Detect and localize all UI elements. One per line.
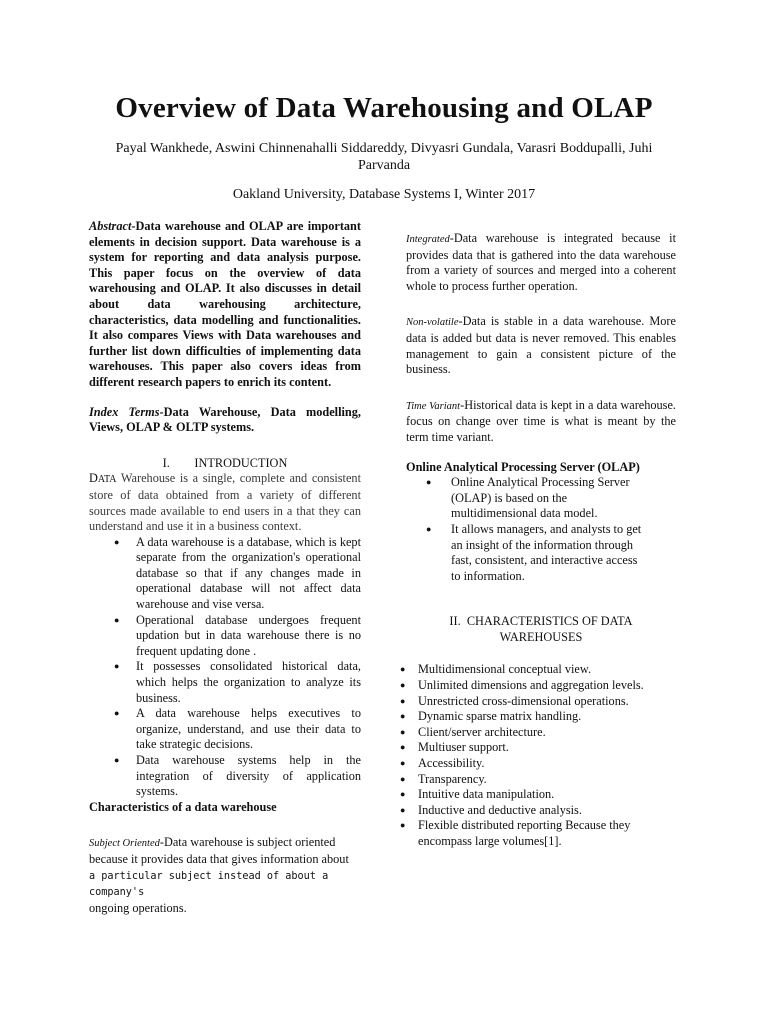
bullet-icon: ● <box>400 820 406 831</box>
time-variant-paragraph <box>406 398 676 446</box>
characteristics-bullet-list <box>400 662 676 849</box>
subject-oriented-mono-text: a particular subject instead of about a company's <box>89 870 329 899</box>
list-item <box>400 787 676 803</box>
list-item-text: Online Analytical Processing Server (OLAP) is based on the multidimensional data model. <box>451 475 630 521</box>
left-column <box>89 219 361 916</box>
list-item <box>89 706 361 753</box>
abstract-text: -Data warehouse and OLAP are important elements in decision support. Data warehouse is a system for reporting and data analysis purpose. This paper focus on the overview of data warehousing and OLAP. It also discusses in detail about data warehousing architecture, characteristics, data modelling and functionalities. It also compares Views with Data warehouses and further list down difficulties of implementing data warehouses. This paper also covers ideas from different research papers to enrich its content. <box>89 219 361 389</box>
subject-oriented-end: ongoing operations. <box>89 900 187 915</box>
author-list: Payal Wankhede, Aswini Chinnenahalli Siddareddy, Divyasri Gundala, Varasri Boddupalli, Juhi Parvanda <box>115 141 653 173</box>
list-item-text: Intuitive data manipulation. <box>418 787 555 802</box>
section-2-heading-line-2: WAREHOUSES <box>499 629 583 644</box>
olap-heading: Online Analytical Processing Server (OLAP) <box>406 459 640 474</box>
list-item-text: Data warehouse systems help in the integration of diversity of application systems. <box>136 753 361 799</box>
bullet-icon: ● <box>400 695 406 706</box>
list-item-text: Inductive and deductive analysis. <box>418 802 582 817</box>
non-volatile-label: Non-volatile <box>406 317 459 329</box>
bullet-icon: ● <box>114 536 120 547</box>
small-caps-word: ATA <box>97 474 117 486</box>
bullet-icon: ● <box>400 758 406 769</box>
bullet-icon: ● <box>400 789 406 800</box>
list-item <box>400 662 676 678</box>
index-terms-paragraph <box>89 405 361 436</box>
bullet-icon: ● <box>400 742 406 753</box>
list-item <box>400 725 676 741</box>
list-item <box>406 522 676 584</box>
list-item-text: Transparency. <box>418 771 487 786</box>
bullet-icon: ● <box>114 614 120 625</box>
characteristics-subheading: Characteristics of a data warehouse <box>89 799 277 814</box>
introduction-heading: I. INTRODUCTION <box>162 455 288 470</box>
list-item-text: It possesses consolidated historical data, which helps the organization to analyze its business. <box>136 659 361 705</box>
list-item-text: Dynamic sparse matrix handling. <box>418 709 582 724</box>
list-item <box>89 659 361 706</box>
list-item <box>400 772 676 788</box>
bullet-icon: ● <box>400 726 406 737</box>
bullet-icon: ● <box>114 661 120 672</box>
paper-title: Overview of Data Warehousing and OLAP <box>115 92 653 124</box>
olap-bullet-list <box>406 475 676 584</box>
bullet-icon: ● <box>426 523 432 534</box>
bullet-icon: ● <box>400 711 406 722</box>
bullet-icon: ● <box>426 477 432 488</box>
list-item <box>89 535 361 613</box>
introduction-paragraph <box>89 471 361 534</box>
list-item <box>400 756 676 772</box>
subject-oriented-text: -Data warehouse is subject oriented because it provides data that gives information about <box>89 835 349 866</box>
list-item <box>400 694 676 710</box>
subject-oriented-label: Subject Oriented <box>89 838 160 850</box>
list-item <box>406 475 676 522</box>
list-item <box>400 678 676 694</box>
list-item <box>89 613 361 660</box>
introduction-text: Warehouse is a single, complete and consistent store of data obtained from a variety of different sources made available to end users in a that they can understand and use it in a business context. <box>89 471 361 534</box>
list-item-text: Multidimensional conceptual view. <box>418 662 592 677</box>
abstract-label: Abstract <box>89 219 132 233</box>
list-item <box>400 803 676 819</box>
list-item-text: Unlimited dimensions and aggregation levels. <box>418 678 644 693</box>
bullet-icon: ● <box>400 773 406 784</box>
integrated-paragraph <box>406 231 676 294</box>
integrated-label: Integrated <box>406 234 450 245</box>
bullet-icon: ● <box>400 804 406 815</box>
affiliation: Oakland University, Database Systems I, Winter 2017 <box>232 187 536 202</box>
section-2-heading <box>406 614 676 645</box>
list-item <box>89 753 361 800</box>
bullet-icon: ● <box>400 664 406 675</box>
bullet-icon: ● <box>114 708 120 719</box>
list-item-text: Multiuser support. <box>418 740 509 755</box>
bullet-icon: ● <box>400 680 406 691</box>
list-item-text: It allows managers, and analysts to get an insight of the information through fast, consistent, and interactive access to information. <box>451 521 642 583</box>
list-item <box>400 740 676 756</box>
list-item-text: Flexible distributed reporting Because they encompass large volumes[1]. <box>418 818 631 848</box>
bullet-icon: ● <box>114 755 120 765</box>
subject-oriented-paragraph <box>89 835 361 916</box>
introduction-bullet-list <box>89 535 361 800</box>
index-terms-text: -Data Warehouse, Data modelling, Views, OLAP & OLTP systems. <box>89 404 361 435</box>
non-volatile-text: -Data is stable in a data warehouse. More data is added but data is never removed. This enables management to gain a consistent picture of the business. <box>406 314 676 377</box>
list-item-text: A data warehouse is a database, which is kept separate from the organization's operational database so that if any changes made in operational database will not affect data warehouse and vise versa. <box>136 534 361 612</box>
right-column <box>400 219 677 850</box>
time-variant-text: -Historical data is kept in a data warehouse. focus on change over time is what is meant by the term time variant. <box>406 397 677 444</box>
list-item-text: Unrestricted cross-dimensional operations. <box>418 693 629 708</box>
time-variant-label: Time Variant <box>406 400 461 412</box>
list-item-text: Accessibility. <box>418 756 485 771</box>
list-item <box>400 709 676 725</box>
list-item-text: Client/server architecture. <box>418 724 546 739</box>
section-2-heading-line-1: II. CHARACTERISTICS OF DATA <box>449 614 633 629</box>
abstract-paragraph <box>89 219 361 391</box>
list-item <box>400 818 676 849</box>
index-terms-label: Index Terms <box>89 404 160 419</box>
list-item-text: Operational database undergoes frequent updation but in data warehouse there is no frequent updating done . <box>136 612 361 658</box>
non-volatile-paragraph <box>406 314 676 377</box>
drop-cap: D <box>89 471 98 486</box>
integrated-text: -Data warehouse is integrated because it provides data that is gathered into the data warehouse from a variety of sources and merged into a coherent whole to process further operation. <box>406 231 676 293</box>
list-item-text: A data warehouse helps executives to organize, understand, and use their data to take strategic decisions. <box>136 706 361 752</box>
